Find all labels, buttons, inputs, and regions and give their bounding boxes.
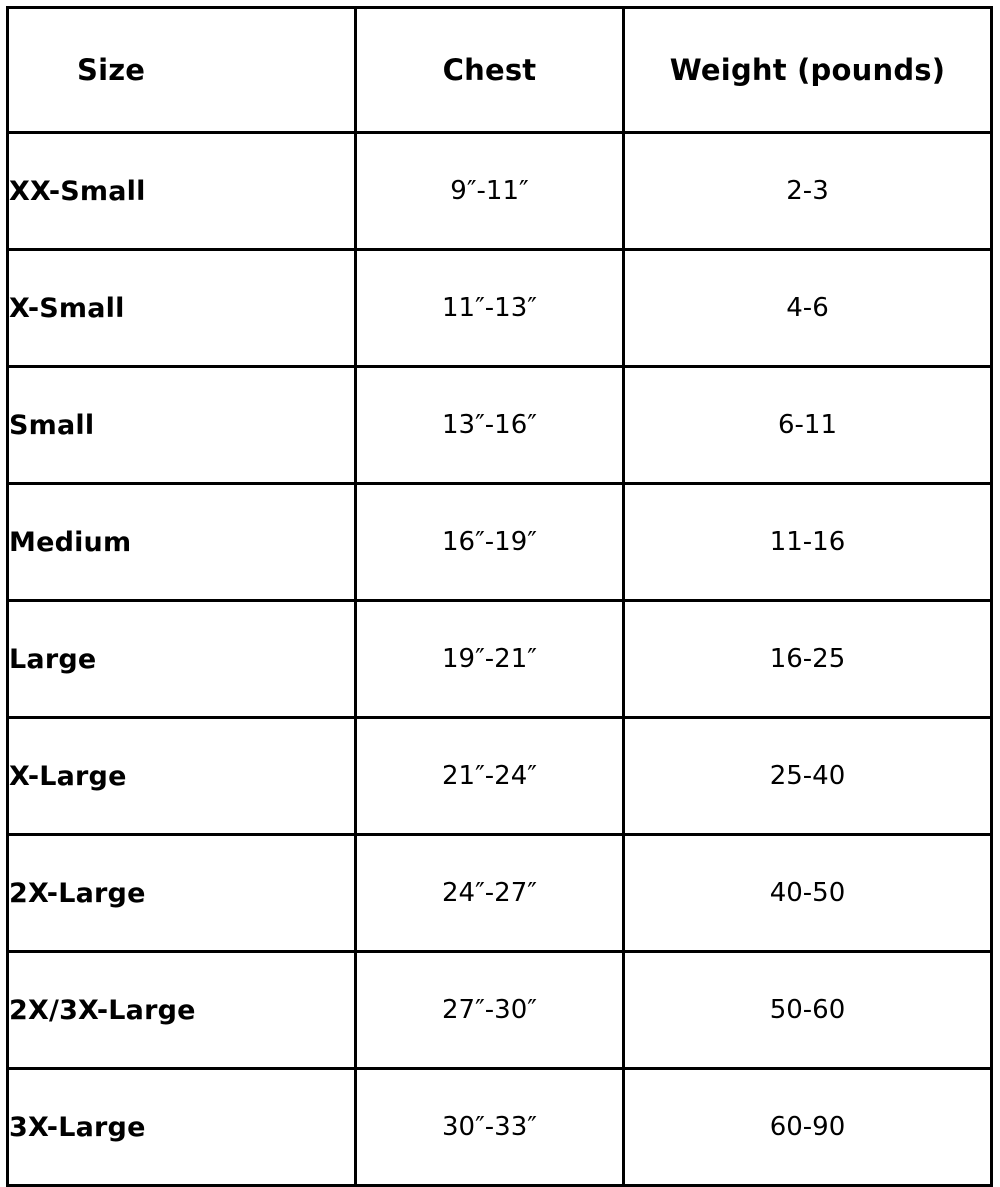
table-row [8, 367, 992, 484]
cell-chest: 24″-27″ [356, 835, 624, 952]
cell-weight: 25-40 [624, 718, 992, 835]
table-header [8, 8, 992, 133]
cell-size: 3X-Large [8, 1069, 356, 1186]
column-header-weight: Weight (pounds) [624, 8, 992, 133]
cell-weight: 4-6 [624, 250, 992, 367]
cell-chest: 21″-24″ [356, 718, 624, 835]
cell-chest: 16″-19″ [356, 484, 624, 601]
table-row [8, 250, 992, 367]
column-header-size: Size [8, 8, 356, 133]
cell-chest: 19″-21″ [356, 601, 624, 718]
cell-chest: 13″-16″ [356, 367, 624, 484]
cell-size: 2X-Large [8, 835, 356, 952]
cell-size: Medium [8, 484, 356, 601]
cell-chest: 30″-33″ [356, 1069, 624, 1186]
cell-size: 2X/3X-Large [8, 952, 356, 1069]
cell-chest: 27″-30″ [356, 952, 624, 1069]
table-row [8, 484, 992, 601]
cell-weight: 2-3 [624, 133, 992, 250]
table-row [8, 601, 992, 718]
table-row [8, 952, 992, 1069]
cell-weight: 60-90 [624, 1069, 992, 1186]
cell-weight: 16-25 [624, 601, 992, 718]
cell-size: X-Small [8, 250, 356, 367]
cell-weight: 11-16 [624, 484, 992, 601]
header-row [8, 8, 992, 133]
cell-size: Large [8, 601, 356, 718]
cell-weight: 50-60 [624, 952, 992, 1069]
column-header-chest: Chest [356, 8, 624, 133]
cell-size: XX-Small [8, 133, 356, 250]
cell-size: Small [8, 367, 356, 484]
table-row [8, 835, 992, 952]
cell-chest: 9″-11″ [356, 133, 624, 250]
cell-size: X-Large [8, 718, 356, 835]
table-row [8, 133, 992, 250]
size-chart-table [6, 6, 993, 1187]
cell-weight: 40-50 [624, 835, 992, 952]
cell-weight: 6-11 [624, 367, 992, 484]
table-body [8, 133, 992, 1186]
table-row [8, 718, 992, 835]
table-row [8, 1069, 992, 1186]
cell-chest: 11″-13″ [356, 250, 624, 367]
